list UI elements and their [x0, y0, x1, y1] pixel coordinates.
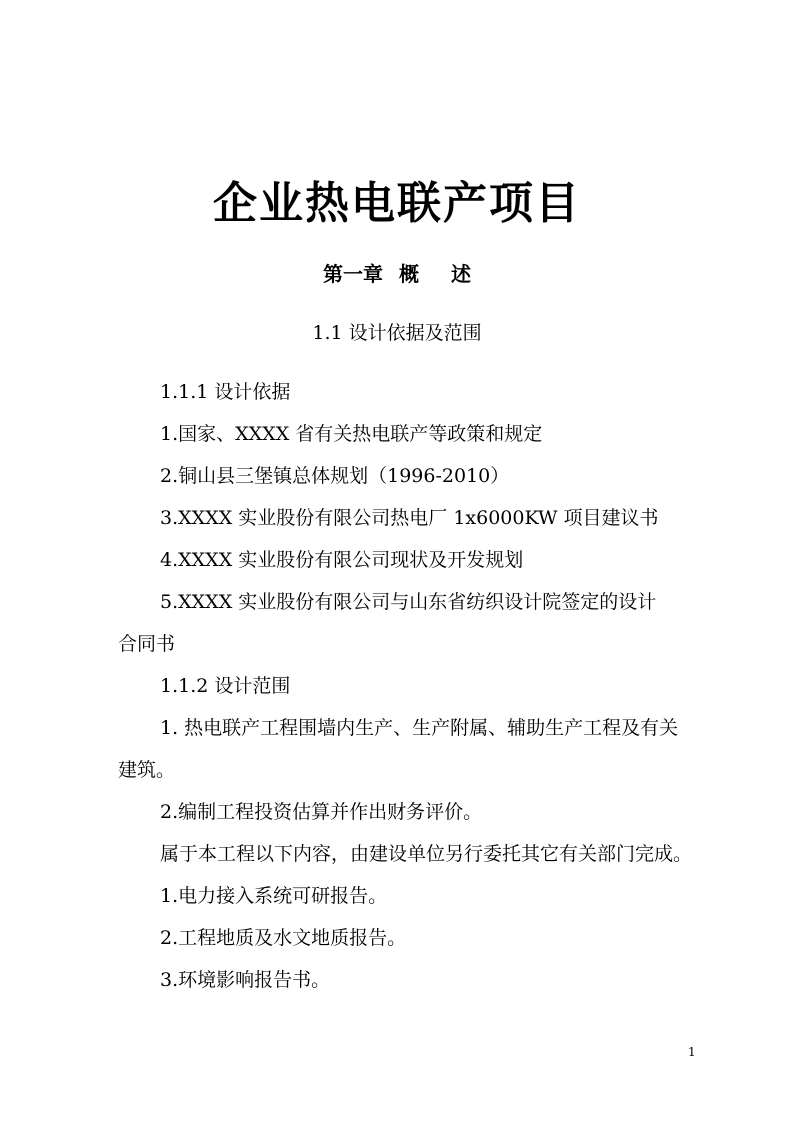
scope-item-1: 1. 热电联产工程围墙内生产、生产附属、辅助生产工程及有关 [160, 717, 679, 739]
basis-item-2: 2.铜山县三堡镇总体规划（1996-2010） [160, 465, 510, 487]
subsection-basis-heading: 1.1.1 设计依据 [160, 381, 291, 403]
external-item-3: 3.环境影响报告书。 [160, 969, 331, 991]
chapter-number: 第一章 [323, 262, 383, 286]
basis-item-5: 5.XXXX 实业股份有限公司与山东省纺织设计院签定的设计 [160, 591, 657, 613]
section-heading: 1.1 设计依据及范围 [312, 322, 482, 344]
basis-item-5-continuation: 合同书 [118, 633, 176, 655]
basis-item-3: 3.XXXX 实业股份有限公司热电厂 1x6000KW 项目建议书 [160, 507, 659, 529]
scope-item-2: 2.编制工程投资估算并作出财务评价。 [160, 801, 483, 823]
external-item-1: 1.电力接入系统可研报告。 [160, 885, 388, 907]
scope-item-1-continuation: 建筑。 [118, 759, 176, 781]
page-number: 1 [688, 1045, 696, 1059]
subsection-scope-heading: 1.1.2 设计范围 [160, 675, 291, 697]
chapter-heading [0, 260, 794, 288]
chapter-title-char-1: 概 [399, 262, 419, 286]
external-item-2: 2.工程地质及水文地质报告。 [160, 927, 407, 949]
basis-item-4: 4.XXXX 实业股份有限公司现状及开发规划 [160, 549, 524, 571]
chapter-title-char-2: 述 [451, 262, 471, 286]
scope-note: 属于本工程以下内容，由建设单位另行委托其它有关部门完成。 [160, 843, 693, 865]
document-title: 企业热电联产项目 [213, 178, 581, 229]
basis-item-1: 1.国家、XXXX 省有关热电联产等政策和规定 [160, 423, 543, 445]
